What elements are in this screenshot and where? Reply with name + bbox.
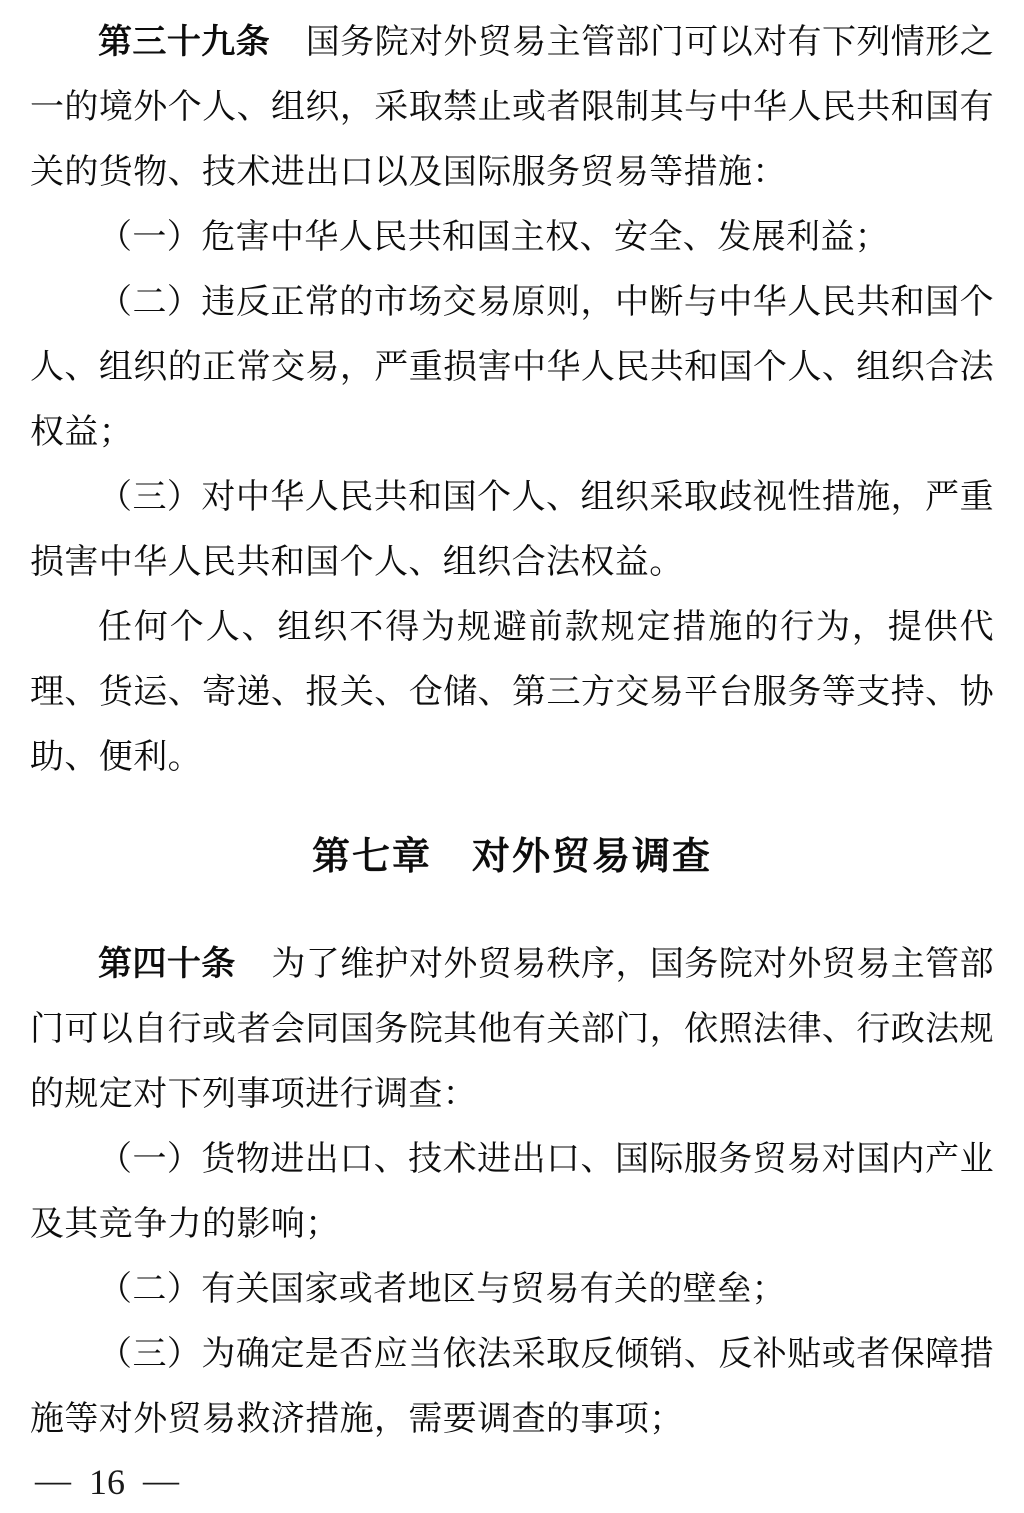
document-body [30, 10, 994, 1452]
article-40-item-3: （三）为确定是否应当依法采取反倾销、反补贴或者保障措施等对外贸易救济措施，需要调查的事项； [30, 1336, 994, 1438]
article-39-closing-paragraph: 任何个人、组织不得为规避前款规定措施的行为，提供代理、货运、寄递、报关、仓储、第三方交易平台服务等支持、协助、便利。 [30, 609, 994, 776]
footer-dash-left: — [35, 1460, 71, 1500]
chapter-7-heading: 第七章 对外贸易调查 [311, 836, 712, 878]
article-39-item-2: （二）违反正常的市场交易原则，中断与中华人民共和国个人、组织的正常交易，严重损害中华人民共和国个人、组织合法权益； [30, 284, 994, 451]
article-39-opening-text: 国务院对外贸易主管部门可以对有下列情形之一的境外个人、组织，采取禁止或者限制其与中华人民共和国有关的货物、技术进出口以及国际服务贸易等措施： [30, 24, 995, 191]
article-39-opening-paragraph [30, 10, 994, 205]
article-39-item-1: （一）危害中华人民共和国主权、安全、发展利益； [98, 219, 890, 256]
article-39-item-3: （三）对中华人民共和国个人、组织采取歧视性措施，严重损害中华人民共和国个人、组织合法权益。 [30, 479, 994, 581]
article-40-item-1: （一）货物进出口、技术进出口、国际服务贸易对国内产业及其竞争力的影响； [30, 1141, 994, 1243]
page-footer [30, 1458, 994, 1506]
article-40-opening-paragraph [30, 932, 994, 1127]
page-number: 16 [89, 1462, 125, 1502]
article-39-number: 第三十九条 [98, 23, 271, 61]
article-40-opening-text: 为了维护对外贸易秩序，国务院对外贸易主管部门可以自行或者会同国务院其他有关部门，依照法律、行政法规的规定对下列事项进行调查： [30, 946, 994, 1113]
article-40-item-2: （二）有关国家或者地区与贸易有关的壁垒； [98, 1271, 786, 1308]
article-40-number: 第四十条 [98, 945, 236, 983]
footer-dash-right: — [143, 1460, 179, 1500]
